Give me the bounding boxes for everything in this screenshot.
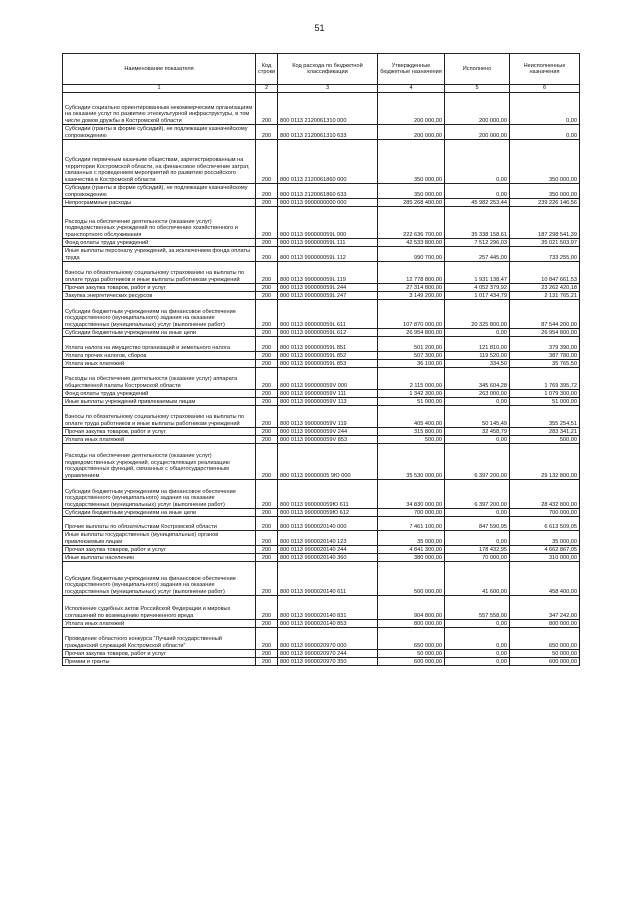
row-executed-amount: 50 145,49 xyxy=(445,406,510,428)
row-budget-class-code: 800 0113 990000059L 851 xyxy=(278,337,378,352)
row-approved-amount: 36 100,00 xyxy=(378,360,445,368)
row-unexecuted-amount: 23 262 420,18 xyxy=(510,284,580,292)
row-indicator-name: Иные выплаты персоналу учреждений, за исключением фонда оплаты труда xyxy=(63,247,256,262)
table-row xyxy=(63,337,580,352)
row-unexecuted-amount: 347 242,00 xyxy=(510,596,580,620)
row-approved-amount: 285 268 400,00 xyxy=(378,199,445,207)
table-row xyxy=(63,650,580,658)
row-approved-amount: 200 000,00 xyxy=(378,93,445,125)
row-budget-class-code: 800 0113 9900020140 831 xyxy=(278,596,378,620)
row-line-code: 200 xyxy=(256,93,278,125)
column-number-row xyxy=(63,85,580,93)
row-line-code: 200 xyxy=(256,247,278,262)
table-header-row xyxy=(63,54,580,85)
row-approved-amount: 107 870 000,00 xyxy=(378,300,445,329)
row-budget-class-code: 800 0113 990000059L 244 xyxy=(278,284,378,292)
row-approved-amount: 26 954 800,00 xyxy=(378,329,445,337)
row-budget-class-code: 800 0113 990000059V 113 xyxy=(278,398,378,406)
row-indicator-name: Фонд оплаты труда учреждений xyxy=(63,390,256,398)
table-row xyxy=(63,620,580,628)
row-line-code: 200 xyxy=(256,650,278,658)
row-approved-amount: 990 700,00 xyxy=(378,247,445,262)
table-row xyxy=(63,93,580,125)
row-approved-amount: 405 400,00 xyxy=(378,406,445,428)
row-unexecuted-amount: 310 000,00 xyxy=(510,554,580,562)
row-approved-amount: 12 778 800,00 xyxy=(378,262,445,284)
row-budget-class-code: 800 0113 9900020140 000 xyxy=(278,517,378,531)
row-indicator-name: Расходы на обеспечение деятельности (оказание услуг) аппарата общественной палаты Костромской области xyxy=(63,368,256,390)
table-row xyxy=(63,562,580,596)
row-indicator-name: Премии и гранты xyxy=(63,658,256,666)
row-budget-class-code: 800 0113 990000059L 112 xyxy=(278,247,378,262)
row-indicator-name: Иные выплаты государственных (муниципальных) органов привлекаемым лицам xyxy=(63,531,256,546)
row-unexecuted-amount: 600 000,00 xyxy=(510,658,580,666)
table-row xyxy=(63,207,580,239)
row-unexecuted-amount: 2 131 765,21 xyxy=(510,292,580,300)
row-line-code: 200 xyxy=(256,262,278,284)
row-executed-amount: 0,00 xyxy=(445,184,510,199)
table-row xyxy=(63,428,580,436)
row-line-code: 200 xyxy=(256,596,278,620)
row-budget-class-code: 800 0113 990000059L 000 xyxy=(278,207,378,239)
row-indicator-name: Прочие выплаты по обязательствам Костромской области xyxy=(63,517,256,531)
row-executed-amount: 6 397 200,00 xyxy=(445,444,510,480)
row-unexecuted-amount: 350 000,00 xyxy=(510,184,580,199)
row-unexecuted-amount: 187 298 541,39 xyxy=(510,207,580,239)
column-number: 6 xyxy=(510,85,580,93)
row-executed-amount: 0,00 xyxy=(445,620,510,628)
row-approved-amount: 700 000,00 xyxy=(378,509,445,517)
row-executed-amount: 0,00 xyxy=(445,329,510,337)
row-budget-class-code: 800 0113 990000059Ю 611 xyxy=(278,480,378,509)
row-indicator-name: Закупка энергетических ресурсов xyxy=(63,292,256,300)
row-approved-amount: 4 841 300,00 xyxy=(378,546,445,554)
row-unexecuted-amount: 28 432 800,00 xyxy=(510,480,580,509)
table-body xyxy=(63,93,580,666)
row-approved-amount: 500 000,00 xyxy=(378,562,445,596)
row-unexecuted-amount: 387 780,00 xyxy=(510,352,580,360)
row-indicator-name: Субсидии бюджетным учреждениям на иные цели xyxy=(63,329,256,337)
row-executed-amount: 334,50 xyxy=(445,360,510,368)
row-indicator-name: Субсидии (гранты в форме субсидий), не подлежащие казначейскому сопровождению xyxy=(63,184,256,199)
table-row xyxy=(63,444,580,480)
row-indicator-name: Иные выплаты населению xyxy=(63,554,256,562)
row-line-code: 200 xyxy=(256,628,278,650)
table-row xyxy=(63,546,580,554)
row-line-code: 200 xyxy=(256,509,278,517)
row-line-code: 200 xyxy=(256,406,278,428)
row-budget-class-code: 800 0113 990000059L 853 xyxy=(278,360,378,368)
row-approved-amount: 904 800,00 xyxy=(378,596,445,620)
row-executed-amount: 0,00 xyxy=(445,650,510,658)
row-unexecuted-amount: 733 255,00 xyxy=(510,247,580,262)
row-executed-amount: 35 338 158,61 xyxy=(445,207,510,239)
row-unexecuted-amount: 458 400,00 xyxy=(510,562,580,596)
row-unexecuted-amount: 35 021 503,97 xyxy=(510,239,580,247)
table-row xyxy=(63,292,580,300)
row-indicator-name: Субсидии (гранты в форме субсидий), не подлежащие казначейскому сопровождению xyxy=(63,125,256,140)
table-row xyxy=(63,368,580,390)
row-approved-amount: 3 149 200,00 xyxy=(378,292,445,300)
row-budget-class-code: 800 0113 2120061860 000 xyxy=(278,140,378,184)
row-line-code: 200 xyxy=(256,531,278,546)
row-approved-amount: 500,00 xyxy=(378,436,445,444)
row-approved-amount: 7 461 100,00 xyxy=(378,517,445,531)
row-indicator-name: Непрограммные расходы xyxy=(63,199,256,207)
row-approved-amount: 35 000,00 xyxy=(378,531,445,546)
row-line-code: 200 xyxy=(256,368,278,390)
row-line-code: 200 xyxy=(256,436,278,444)
page-number: 51 xyxy=(314,23,325,33)
row-budget-class-code: 800 0113 990000059L 852 xyxy=(278,352,378,360)
row-approved-amount: 35 530 000,00 xyxy=(378,444,445,480)
row-approved-amount: 507 300,00 xyxy=(378,352,445,360)
row-executed-amount: 0,00 xyxy=(445,398,510,406)
row-executed-amount: 0,00 xyxy=(445,658,510,666)
row-indicator-name: Уплата иных платежей xyxy=(63,436,256,444)
row-line-code: 200 xyxy=(256,398,278,406)
row-budget-class-code: 800 0113 990000059V 119 xyxy=(278,406,378,428)
header-unexecuted: Неисполненные назначения xyxy=(510,54,580,85)
row-executed-amount: 45 982 253,44 xyxy=(445,199,510,207)
table-row xyxy=(63,658,580,666)
row-line-code: 200 xyxy=(256,300,278,329)
row-unexecuted-amount: 0,00 xyxy=(510,125,580,140)
row-line-code: 200 xyxy=(256,562,278,596)
row-executed-amount: 1 931 138,47 xyxy=(445,262,510,284)
row-unexecuted-amount: 6 613 509,05 xyxy=(510,517,580,531)
row-unexecuted-amount: 26 954 800,00 xyxy=(510,329,580,337)
row-approved-amount: 380 000,00 xyxy=(378,554,445,562)
row-unexecuted-amount: 1 079 300,00 xyxy=(510,390,580,398)
row-budget-class-code: 800 0113 9900000000 000 xyxy=(278,199,378,207)
row-unexecuted-amount: 50 000,00 xyxy=(510,650,580,658)
row-approved-amount: 27 314 800,00 xyxy=(378,284,445,292)
row-unexecuted-amount: 355 254,51 xyxy=(510,406,580,428)
row-approved-amount: 51 000,00 xyxy=(378,398,445,406)
row-unexecuted-amount: 239 226 146,56 xyxy=(510,199,580,207)
row-unexecuted-amount: 350 000,00 xyxy=(510,140,580,184)
row-line-code: 200 xyxy=(256,329,278,337)
row-budget-class-code: 800 0113 9900020140 853 xyxy=(278,620,378,628)
row-unexecuted-amount: 29 132 800,00 xyxy=(510,444,580,480)
row-line-code: 200 xyxy=(256,428,278,436)
row-unexecuted-amount: 283 341,21 xyxy=(510,428,580,436)
header-line-code: Код строки xyxy=(256,54,278,85)
row-indicator-name: Уплата прочих налогов, сборов xyxy=(63,352,256,360)
row-executed-amount: 70 000,00 xyxy=(445,554,510,562)
row-approved-amount: 650 000,00 xyxy=(378,628,445,650)
table-row xyxy=(63,199,580,207)
row-budget-class-code: 800 0113 990000059L 612 xyxy=(278,329,378,337)
row-line-code: 200 xyxy=(256,199,278,207)
row-line-code: 200 xyxy=(256,658,278,666)
row-budget-class-code: 800 0113 990000059V 244 xyxy=(278,428,378,436)
row-executed-amount: 4 052 379,92 xyxy=(445,284,510,292)
row-executed-amount: 1 017 434,79 xyxy=(445,292,510,300)
row-indicator-name: Взносы по обязательному социальному страхованию на выплаты по оплате труда работников и иные выплаты работникам учреждений xyxy=(63,262,256,284)
row-line-code: 200 xyxy=(256,239,278,247)
table-row xyxy=(63,140,580,184)
row-budget-class-code: 800 0113 99000005 9Ю 000 xyxy=(278,444,378,480)
row-executed-amount: 847 590,95 xyxy=(445,517,510,531)
row-executed-amount: 41 600,00 xyxy=(445,562,510,596)
row-line-code: 200 xyxy=(256,125,278,140)
table-row xyxy=(63,509,580,517)
table-row xyxy=(63,390,580,398)
budget-execution-table xyxy=(62,53,580,666)
table-row xyxy=(63,517,580,531)
row-budget-class-code: 800 0113 990000059L 247 xyxy=(278,292,378,300)
table-row xyxy=(63,184,580,199)
row-executed-amount: 263 000,00 xyxy=(445,390,510,398)
row-budget-class-code: 800 0113 9900020140 360 xyxy=(278,554,378,562)
row-line-code: 200 xyxy=(256,207,278,239)
row-line-code: 200 xyxy=(256,444,278,480)
row-executed-amount: 6 397 200,00 xyxy=(445,480,510,509)
row-indicator-name: Уплата иных платежей xyxy=(63,360,256,368)
column-number: 5 xyxy=(445,85,510,93)
header-executed: Исполнено xyxy=(445,54,510,85)
table-row xyxy=(63,284,580,292)
row-executed-amount: 0,00 xyxy=(445,436,510,444)
table-row xyxy=(63,480,580,509)
row-unexecuted-amount: 10 847 661,53 xyxy=(510,262,580,284)
table-row xyxy=(63,300,580,329)
row-executed-amount: 7 512 296,03 xyxy=(445,239,510,247)
row-indicator-name: Проведение областного конкурса "Лучший государственный гражданский служащий Костромской области" xyxy=(63,628,256,650)
row-unexecuted-amount: 500,00 xyxy=(510,436,580,444)
row-budget-class-code: 800 0113 2120061310 000 xyxy=(278,93,378,125)
row-indicator-name: Субсидии бюджетным учреждениям на финансовое обеспечение государственного (муниципального) задания на оказание государственных (муниципальных) услуг (выполнение работ) xyxy=(63,562,256,596)
row-budget-class-code: 800 0113 9900020970 244 xyxy=(278,650,378,658)
row-budget-class-code: 800 0113 2120061310 633 xyxy=(278,125,378,140)
row-line-code: 200 xyxy=(256,480,278,509)
row-budget-class-code: 800 0113 990000059L 111 xyxy=(278,239,378,247)
row-unexecuted-amount: 4 662 867,05 xyxy=(510,546,580,554)
row-approved-amount: 200 000,00 xyxy=(378,125,445,140)
row-indicator-name: Расходы на обеспечение деятельности (оказание услуг) подведомственных учреждений, осуществляющих реализацию государственных функций, связанных с общегосударственным управлением xyxy=(63,444,256,480)
row-unexecuted-amount: 0,00 xyxy=(510,93,580,125)
table-row xyxy=(63,554,580,562)
column-number: 4 xyxy=(378,85,445,93)
row-executed-amount: 257 445,00 xyxy=(445,247,510,262)
row-indicator-name: Расходы на обеспечение деятельности (оказание услуг) подведомственных учреждений по обеспечению хозяйственного и транспортного обслуживания xyxy=(63,207,256,239)
row-executed-amount: 0,00 xyxy=(445,628,510,650)
row-budget-class-code: 800 0113 990000059Ю 612 xyxy=(278,509,378,517)
row-indicator-name: Прочая закупка товаров, работ и услуг xyxy=(63,428,256,436)
column-number: 2 xyxy=(256,85,278,93)
row-line-code: 200 xyxy=(256,292,278,300)
row-approved-amount: 350 000,00 xyxy=(378,184,445,199)
row-unexecuted-amount: 35 765,50 xyxy=(510,360,580,368)
table-row xyxy=(63,531,580,546)
row-line-code: 200 xyxy=(256,390,278,398)
row-budget-class-code: 800 0113 990000059V 111 xyxy=(278,390,378,398)
row-budget-class-code: 800 0113 990000059V 000 xyxy=(278,368,378,390)
table-row xyxy=(63,596,580,620)
table-row xyxy=(63,239,580,247)
row-indicator-name: Субсидии бюджетным учреждениям на иные цели xyxy=(63,509,256,517)
row-budget-class-code: 800 0113 990000059L 119 xyxy=(278,262,378,284)
row-line-code: 200 xyxy=(256,337,278,352)
row-indicator-name: Исполнение судебных актов Российской Федерации и мировых соглашений по возмещению причиненного вреда xyxy=(63,596,256,620)
row-unexecuted-amount: 87 544 200,00 xyxy=(510,300,580,329)
row-unexecuted-amount: 650 000,00 xyxy=(510,628,580,650)
row-line-code: 200 xyxy=(256,184,278,199)
row-indicator-name: Прочая закупка товаров, работ и услуг xyxy=(63,650,256,658)
row-approved-amount: 34 830 000,00 xyxy=(378,480,445,509)
row-unexecuted-amount: 800 000,00 xyxy=(510,620,580,628)
row-budget-class-code: 800 0113 2120061860 633 xyxy=(278,184,378,199)
row-executed-amount: 345 604,28 xyxy=(445,368,510,390)
table-row xyxy=(63,628,580,650)
row-line-code: 200 xyxy=(256,284,278,292)
row-line-code: 200 xyxy=(256,620,278,628)
row-budget-class-code: 800 0113 9900020970 350 xyxy=(278,658,378,666)
row-approved-amount: 1 342 300,00 xyxy=(378,390,445,398)
row-unexecuted-amount: 379 390,00 xyxy=(510,337,580,352)
row-approved-amount: 2 115 000,00 xyxy=(378,368,445,390)
row-budget-class-code: 800 0113 990000059L 611 xyxy=(278,300,378,329)
row-executed-amount: 200 000,00 xyxy=(445,93,510,125)
table-row xyxy=(63,398,580,406)
row-line-code: 200 xyxy=(256,352,278,360)
row-unexecuted-amount: 700 000,00 xyxy=(510,509,580,517)
row-executed-amount: 20 325 800,00 xyxy=(445,300,510,329)
table-row xyxy=(63,247,580,262)
column-number: 3 xyxy=(278,85,378,93)
row-budget-class-code: 800 0113 9900020140 123 xyxy=(278,531,378,546)
row-executed-amount: 200 000,00 xyxy=(445,125,510,140)
row-indicator-name: Субсидии бюджетным учреждениям на финансовое обеспечение государственного (муниципального) задания на оказание государственных (муниципальных) услуг (выполнение работ) xyxy=(63,480,256,509)
table-row xyxy=(63,406,580,428)
row-executed-amount: 0,00 xyxy=(445,140,510,184)
row-line-code: 200 xyxy=(256,517,278,531)
row-indicator-name: Взносы по обязательному социальному страхованию на выплаты по оплате труда работников и иные выплаты работникам учреждений xyxy=(63,406,256,428)
header-approved: Утвержденные бюджетные назначения xyxy=(378,54,445,85)
row-executed-amount: 121 810,00 xyxy=(445,337,510,352)
row-executed-amount: 178 432,95 xyxy=(445,546,510,554)
table-row xyxy=(63,360,580,368)
row-line-code: 200 xyxy=(256,546,278,554)
row-executed-amount: 32 458,79 xyxy=(445,428,510,436)
table-row xyxy=(63,352,580,360)
row-approved-amount: 350 000,00 xyxy=(378,140,445,184)
row-approved-amount: 800 000,00 xyxy=(378,620,445,628)
row-budget-class-code: 800 0113 9900020140 611 xyxy=(278,562,378,596)
row-indicator-name: Иные выплаты учреждений привлекаемым лицам xyxy=(63,398,256,406)
row-budget-class-code: 800 0113 9900020970 000 xyxy=(278,628,378,650)
header-indicator-name: Наименование показателя xyxy=(63,54,256,85)
row-line-code: 200 xyxy=(256,140,278,184)
row-indicator-name: Прочая закупка товаров, работ и услуг xyxy=(63,284,256,292)
table-row xyxy=(63,262,580,284)
row-line-code: 200 xyxy=(256,554,278,562)
table-row xyxy=(63,329,580,337)
row-unexecuted-amount: 35 000,00 xyxy=(510,531,580,546)
column-number: 1 xyxy=(63,85,256,93)
row-approved-amount: 50 000,00 xyxy=(378,650,445,658)
row-approved-amount: 222 636 700,00 xyxy=(378,207,445,239)
row-unexecuted-amount: 51 000,00 xyxy=(510,398,580,406)
row-approved-amount: 501 200,00 xyxy=(378,337,445,352)
row-budget-class-code: 800 0113 990000059V 853 xyxy=(278,436,378,444)
row-indicator-name: Уплата налога на имущество организаций и земельного налога xyxy=(63,337,256,352)
header-budget-class-code: Код расхода по бюджетной классификации xyxy=(278,54,378,85)
row-budget-class-code: 800 0113 9900020140 244 xyxy=(278,546,378,554)
table-row xyxy=(63,436,580,444)
row-indicator-name: Уплата иных платежей xyxy=(63,620,256,628)
row-executed-amount: 119 520,00 xyxy=(445,352,510,360)
row-line-code: 200 xyxy=(256,360,278,368)
table-row xyxy=(63,125,580,140)
row-executed-amount: 0,00 xyxy=(445,531,510,546)
row-approved-amount: 42 533 800,00 xyxy=(378,239,445,247)
row-unexecuted-amount: 1 769 395,72 xyxy=(510,368,580,390)
row-approved-amount: 315 800,00 xyxy=(378,428,445,436)
row-indicator-name: Субсидии первичным казачьим обществам, зарегистрированным на территории Костромской области, на финансовое обеспечение затрат, связанных с проведением мероприятий по развитию российского казачества в Костромской области xyxy=(63,140,256,184)
row-indicator-name: Фонд оплаты труда учреждений xyxy=(63,239,256,247)
row-indicator-name: Субсидии бюджетным учреждениям на финансовое обеспечение государственного (муниципального) задания на оказание государственных (муниципальных) услуг (выполнение работ) xyxy=(63,300,256,329)
row-approved-amount: 600 000,00 xyxy=(378,658,445,666)
row-indicator-name: Прочая закупка товаров, работ и услуг xyxy=(63,546,256,554)
row-executed-amount: 557 558,00 xyxy=(445,596,510,620)
row-executed-amount: 0,00 xyxy=(445,509,510,517)
row-indicator-name: Субсидии социально ориентированным некоммерческим организациям на оказание услуг по развитию этнокультурной инфраструктуры, в том числе домов дружбы в Костромской области xyxy=(63,93,256,125)
